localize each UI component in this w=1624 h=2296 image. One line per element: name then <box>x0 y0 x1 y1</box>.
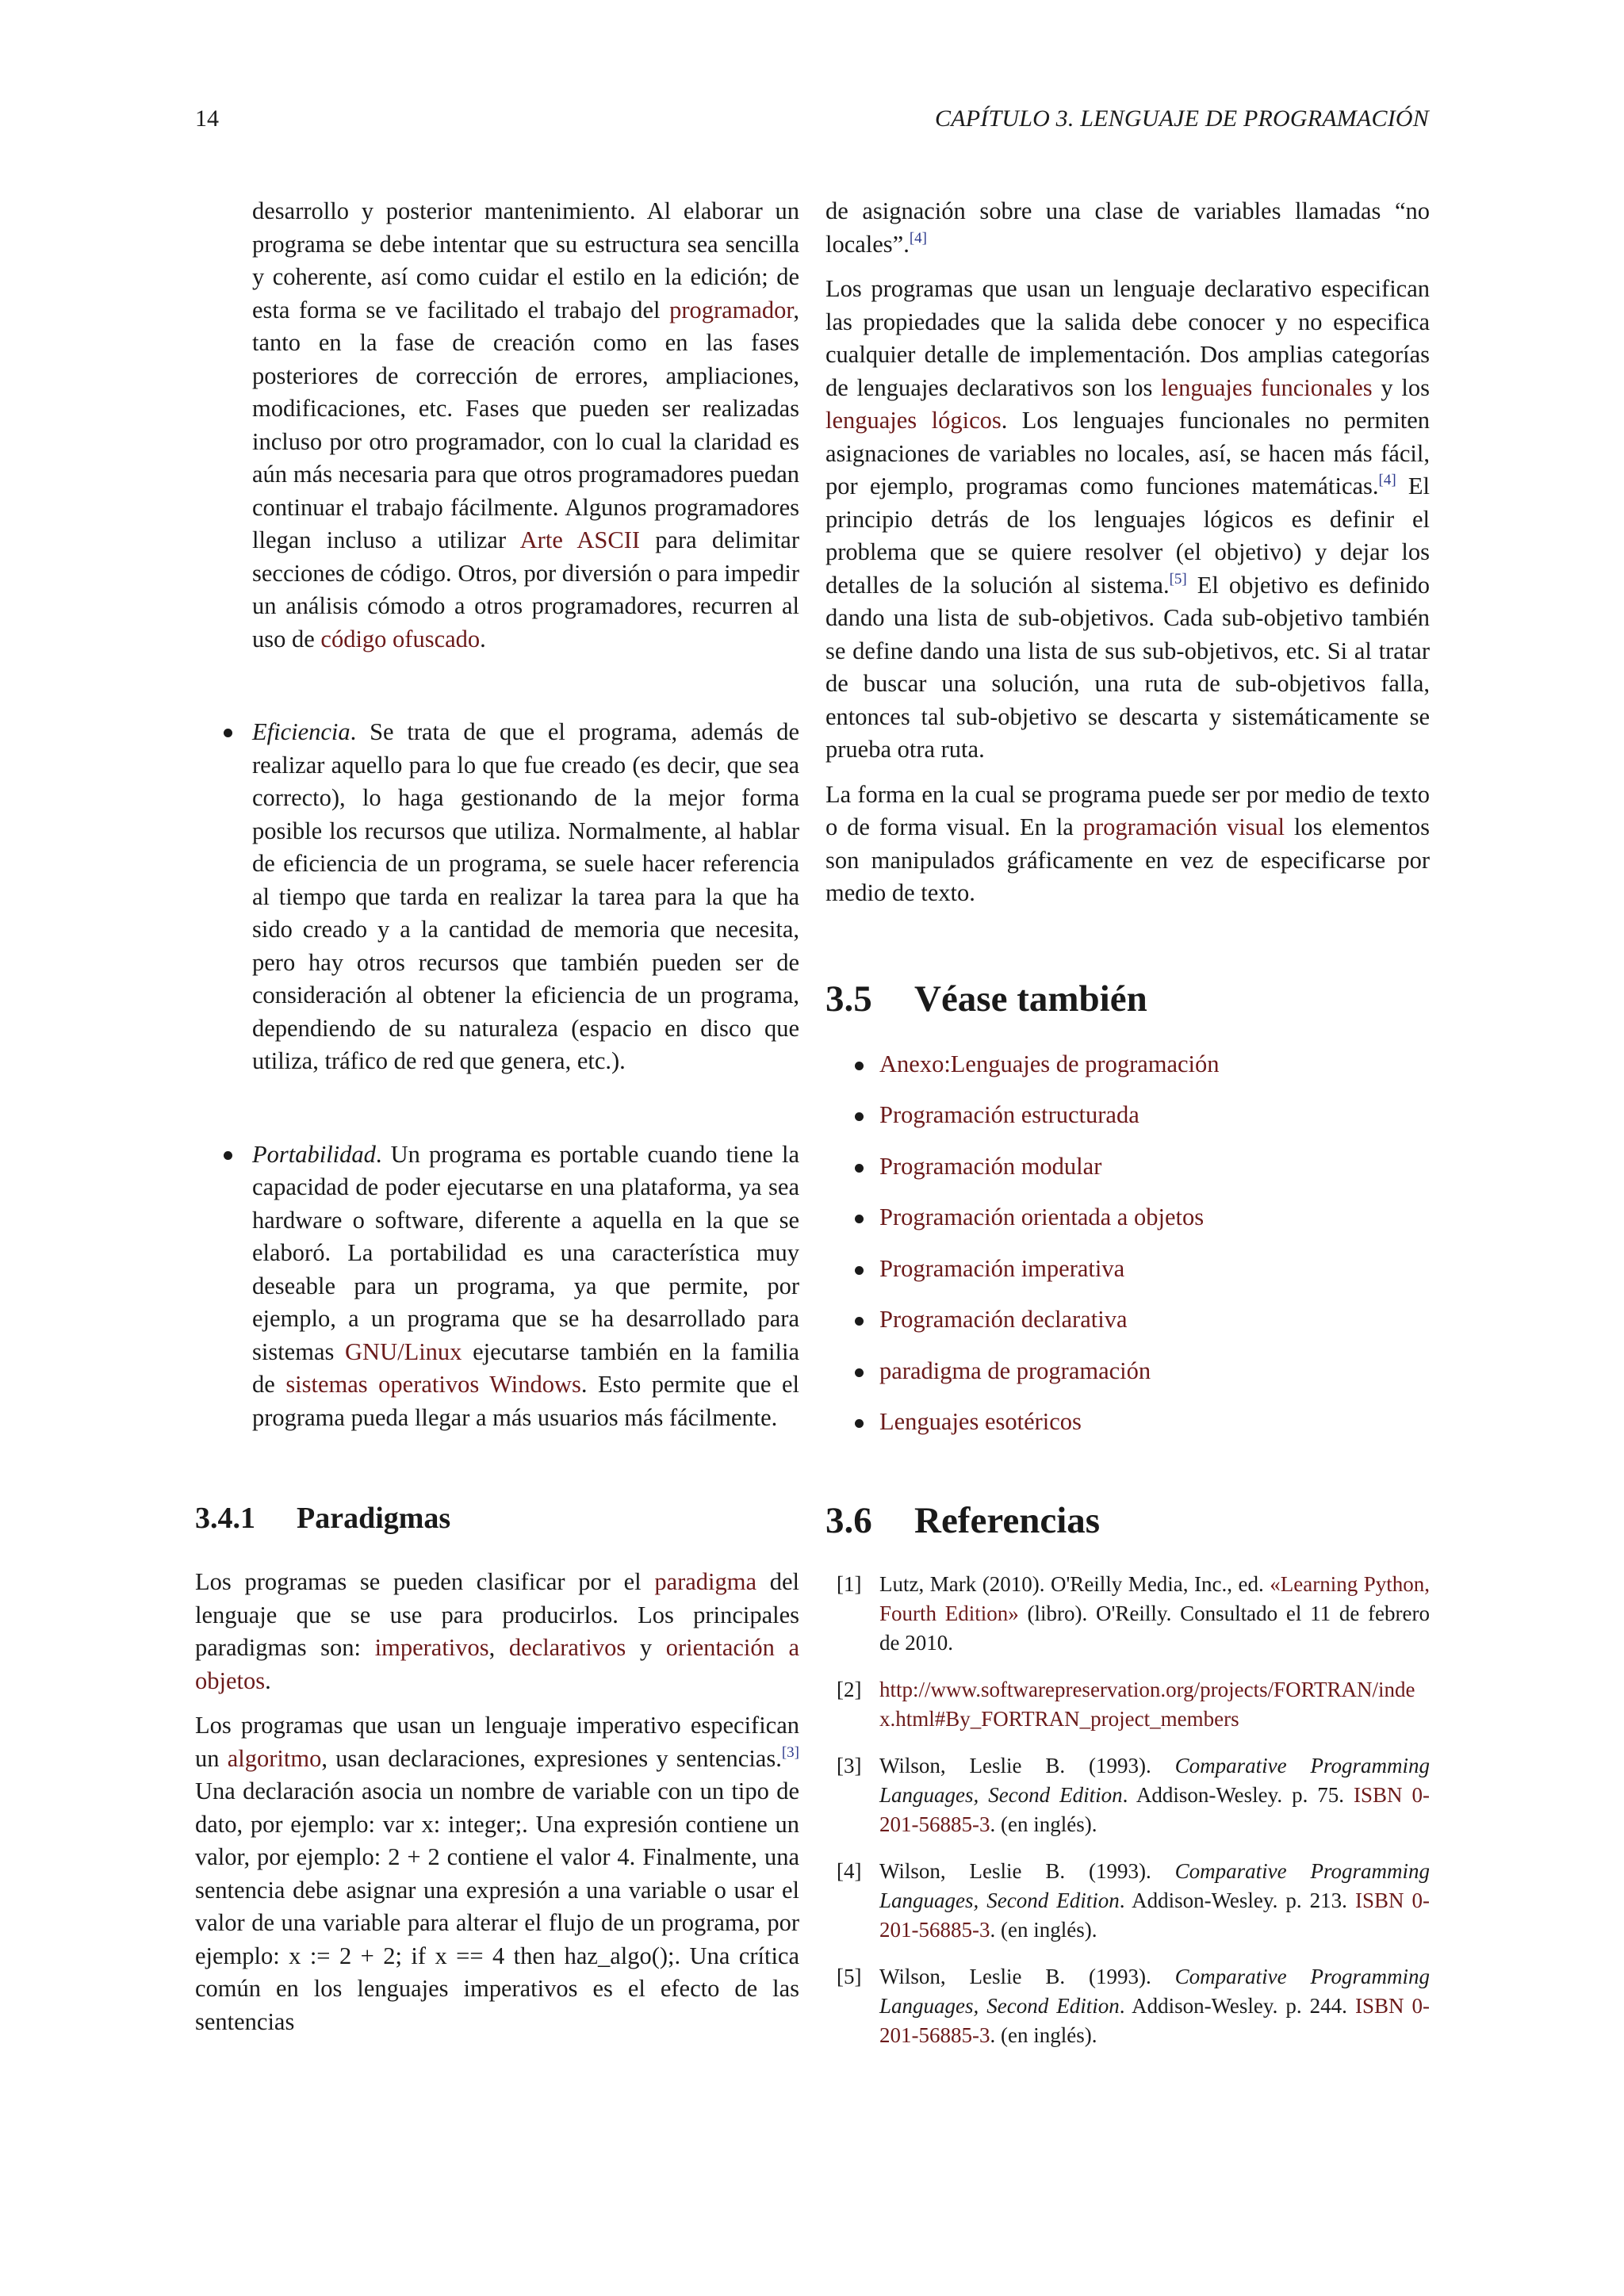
link-programador[interactable]: programador <box>669 296 794 323</box>
bullet-dot-icon <box>855 1164 864 1173</box>
see-also-link[interactable]: Programación imperativa <box>879 1254 1125 1282</box>
see-also-link[interactable]: Programación orientada a objetos <box>879 1203 1205 1230</box>
link-paradigma[interactable]: paradigma <box>654 1568 757 1595</box>
reference-number: [4] <box>837 1859 862 1883</box>
paragraph-asignacion: de asignación sobre una clase de variables llamadas “no locales”.[4] <box>825 197 1430 258</box>
list-item <box>825 1150 1430 1183</box>
section-heading-referencias: 3.6 Referencias <box>825 1500 1101 1541</box>
see-also-link[interactable]: Programación estructurada <box>879 1101 1139 1128</box>
see-also-link[interactable]: Lenguajes esotéricos <box>879 1408 1082 1435</box>
list-item <box>825 1048 1430 1081</box>
bullet-dot-icon <box>224 729 232 737</box>
link-algoritmo[interactable]: algoritmo <box>227 1744 322 1772</box>
bullet-dot-icon <box>224 1151 232 1160</box>
citation-4b[interactable]: [4] <box>1378 472 1396 488</box>
paragraph-visual: La forma en la cual se programa puede ser por medio de texto o de forma visual. En la programación visual los elementos son manipulados gráficamente en vez de especificarse por medio de texto. <box>825 780 1431 906</box>
reference-number: [5] <box>837 1965 862 1988</box>
citation-3[interactable]: [3] <box>781 1743 799 1761</box>
link-gnu-linux[interactable]: GNU/Linux <box>345 1337 462 1365</box>
bullet-dot-icon <box>855 1215 864 1223</box>
reference-item: [4] Wilson, Leslie B. (1993). Comparative Programming Languages, Second Edition. Addison-Wesley. p. 213. ISBN 0-201-56885-3. (en inglés). <box>825 1857 1430 1945</box>
list-item <box>825 1303 1430 1336</box>
term-eficiencia: Eficiencia <box>252 718 350 745</box>
reference-link[interactable]: «Learning Python, Fourth Edition» <box>879 1572 1430 1625</box>
link-programacion-visual[interactable]: programación visual <box>1082 813 1285 840</box>
see-also-list <box>825 1048 1430 1439</box>
link-orientacion-a-objetos[interactable]: orientación a objetos <box>195 1634 800 1694</box>
bullet-eficiencia: Eficiencia. Se trata de que el programa, además de realizar aquello para lo que fue creado (es decir, que sea correcto), lo haga gestionando de la mejor forma posible los recursos que utiliza. Normalmente, al hablar de eficiencia de un programa, se suele hacer referencia al tiempo que tarda en realizar la tarea para la que ha sido creado y a la cantidad de memoria que necesita, pero hay otros recursos que también pueden ser de consideración al obtener la eficiencia de un programa, dependiendo de su naturaleza (espacio en disco que utiliza, tráfico de red que genera, etc.). <box>195 716 799 1078</box>
term-portabilidad: Portabilidad <box>252 1140 376 1168</box>
list-item <box>825 1355 1430 1387</box>
reference-item: [5] Wilson, Leslie B. (1993). Comparative Programming Languages, Second Edition. Addison-Wesley. p. 244. ISBN 0-201-56885-3. (en inglés). <box>825 1962 1430 2050</box>
link-sistemas-operativos-windows[interactable]: sistemas operativos Windows <box>285 1371 581 1398</box>
reference-item: [3] Wilson, Leslie B. (1993). Comparative Programming Languages, Second Edition. Addison-Wesley. p. 75. ISBN 0-201-56885-3. (en inglés). <box>825 1751 1430 1839</box>
bullet-dot-icon <box>855 1266 864 1275</box>
bullet-dot-icon <box>855 1112 864 1121</box>
paragraph-declarativo: Los programas que usan un lenguaje declarativo especifican las propiedades que la salida debe conocer y no especifica cualquier detalle de implementación. Dos amplias categorías de lenguajes declarativos son los lenguajes funcionales y los lenguajes lógicos. Los lenguajes funcionales no permiten asignaciones de variables no locales, así, se hacen más fácil, por ejemplo, programas como funciones matemáticas.[4] El principio detrás de los lenguajes lógicos es definir el problema que se quiere resolver (el objetivo) y dejar los detalles de la solución al sistema.[5] El objetivo es definido dando una lista de sub-objetivos. Cada sub-objetivo también se define dando una lista de sus sub-objetivos, etc. Si al tratar de buscar una solución, una ruta de sub-objetivos falla, entonces tal sub-objetivo se descarta y sistemáticamente se prueba otra ruta. <box>825 275 1431 763</box>
bullet-dot-icon <box>855 1317 864 1326</box>
citation-5[interactable]: [5] <box>1169 570 1187 587</box>
left-column <box>195 195 799 2038</box>
list-item <box>825 1099 1430 1131</box>
page-number: 14 <box>195 105 219 132</box>
isbn-link[interactable]: ISBN 0-201-56885-3 <box>879 1888 1430 1942</box>
see-also-link[interactable]: Programación declarativa <box>879 1306 1128 1333</box>
see-also-link[interactable]: Programación modular <box>879 1152 1102 1180</box>
chapter-title: CAPÍTULO 3. LENGUAJE DE PROGRAMACIÓN <box>935 105 1429 132</box>
bullet-portabilidad: Portabilidad. Un programa es portable cuando tiene la capacidad de poder ejecutarse en una plataforma, ya sea hardware o software, diferente a aquella en la que se elaboró. La portabilidad es una característica muy deseable para un programa, ya que permite, por ejemplo, a un programa que se ha desarrollado para sistemas GNU/Linux ejecutarse también en la familia de sistemas operativos Windows. Esto permite que el programa pueda llegar a más usuarios más fácilmente. <box>195 1138 799 1435</box>
isbn-link[interactable]: ISBN 0-201-56885-3 <box>879 1783 1430 1836</box>
see-also-link[interactable]: paradigma de programación <box>879 1357 1151 1384</box>
reference-number: [1] <box>837 1572 862 1596</box>
reference-item <box>825 1675 1430 1734</box>
list-item <box>825 1201 1430 1234</box>
bullet-dot-icon <box>855 1368 864 1377</box>
right-column <box>825 195 1430 2068</box>
reference-link[interactable]: http://www.softwarepreservation.org/projects/FORTRAN/index.html#By_FORTRAN_project_members <box>879 1678 1415 1731</box>
link-lenguajes-logicos[interactable]: lenguajes lógicos <box>825 407 1002 434</box>
reference-number: [2] <box>837 1678 862 1701</box>
section-heading-vease-tambien: 3.5 Véase también <box>825 978 1147 1020</box>
link-codigo-ofuscado[interactable]: código ofuscado <box>320 625 481 652</box>
bullet-dot-icon <box>855 1062 864 1070</box>
see-also-link[interactable]: Anexo:Lenguajes de programación <box>879 1050 1220 1077</box>
references-list <box>825 1570 1430 2050</box>
paragraph-paradigmas: Los programas se pueden clasificar por el paradigma del lenguaje que se use para producirlos. Los principales paradigmas son: imperativos, declarativos y orientación a objetos. <box>195 1568 800 1694</box>
reference-item: [1] Lutz, Mark (2010). O'Reilly Media, Inc., ed. «Learning Python, Fourth Edition» (libro). O'Reilly. Consultado el 11 de febrero de 2010. <box>825 1570 1430 1658</box>
citation-4[interactable]: [4] <box>909 229 927 247</box>
link-arte-ascii[interactable]: Arte ASCII <box>519 526 641 553</box>
paragraph-imperativo: Los programas que usan un lenguaje imperativo especifican un algoritmo, usan declaraciones, expresiones y sentencias.[3] Una declaración asocia un nombre de variable con un tipo de dato, por ejemplo: var x: integer;. Una expresión contiene un valor, por ejemplo: 2 + 2 contiene el valor 4. Finalmente, una sentencia debe asignar una expresión a una variable o usar el valor de una variable para alterar el flujo de un programa, por ejemplo: x := 2 + 2; if x == 4 then haz_algo();. Una crítica común en los lenguajes imperativos es el efecto de las sentencias <box>195 1712 799 2035</box>
isbn-link[interactable]: ISBN 0-201-56885-3 <box>879 1994 1430 2047</box>
link-lenguajes-funcionales[interactable]: lenguajes funcionales <box>1161 373 1373 401</box>
list-item <box>825 1406 1430 1438</box>
list-item <box>825 1253 1430 1285</box>
paragraph-maintenance: desarrollo y posterior mantenimiento. Al elaborar un programa se debe intentar que su estructura sea sencilla y coherente, así como cuidar el estilo en la edición; de esta forma se ve facilitado el trabajo del programador, tanto en la fase de creación como en las fases posteriores de corrección de errores, ampliaciones, modificaciones, etc. Fases que pueden ser realizadas incluso por otro programador, con lo cual la claridad es aún más necesaria para que otros programadores puedan continuar el trabajo fácilmente. Algunos programadores llegan incluso a utilizar Arte ASCII para delimitar secciones de código. Otros, por diversión o para impedir un análisis cómodo a otros programadores, recurren al uso de código ofuscado. <box>252 197 799 652</box>
link-declarativos[interactable]: declarativos <box>508 1634 626 1661</box>
bullet-dot-icon <box>855 1419 864 1428</box>
quality-bullets <box>195 716 799 1434</box>
link-imperativos[interactable]: imperativos <box>374 1634 489 1661</box>
section-heading-paradigmas: 3.4.1 Paradigmas <box>195 1502 451 1535</box>
reference-number: [3] <box>837 1754 862 1777</box>
